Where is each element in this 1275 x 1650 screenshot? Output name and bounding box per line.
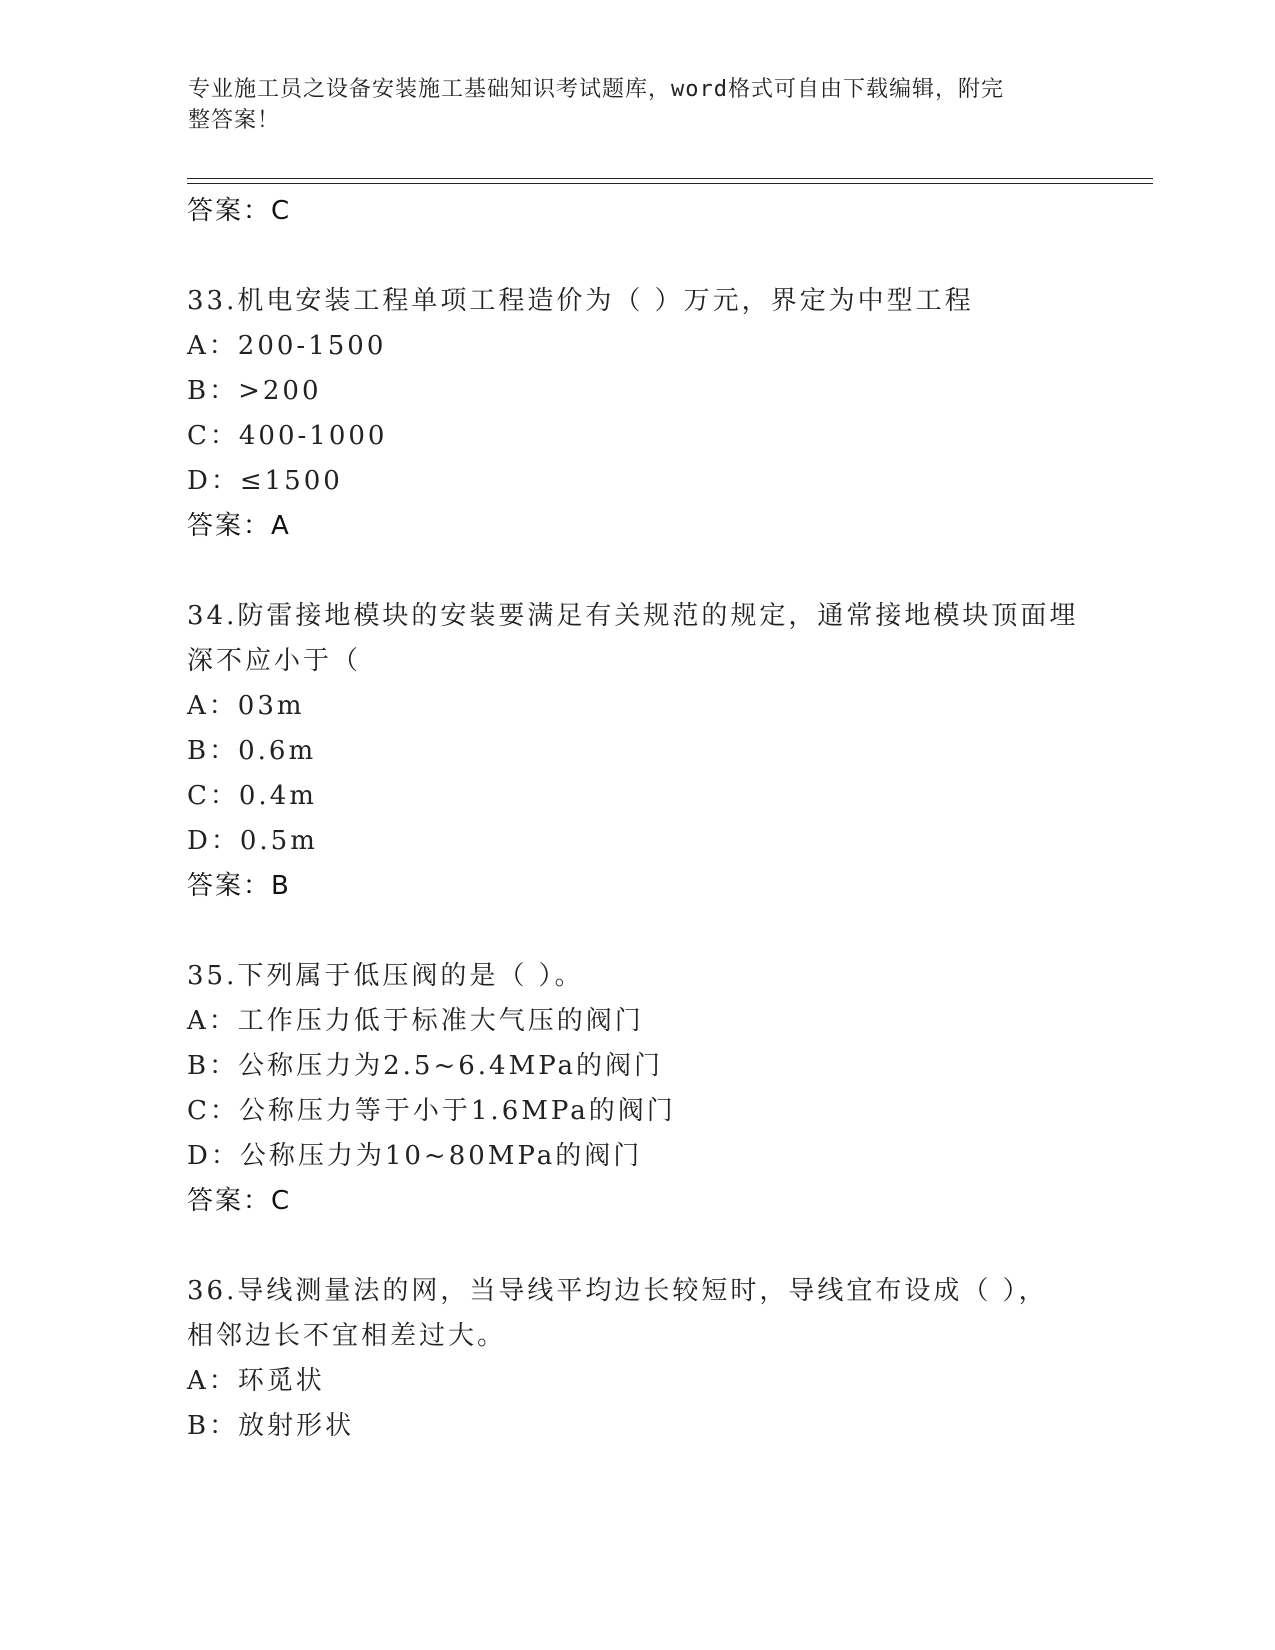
question-33-option-b: B：>200 — [187, 376, 322, 406]
question-34-stem-line-1: 34.防雷接地模块的安装要满足有关规范的规定，通常接地模块顶面埋 — [187, 601, 1079, 631]
question-33-answer: 答案：A — [187, 511, 291, 541]
question-35-option-c: C：公称压力等于小于1.6MPa的阀门 — [187, 1096, 676, 1126]
question-33-option-a: A：200-1500 — [187, 331, 387, 361]
previous-answer: 答案：C — [187, 196, 292, 226]
question-33-stem: 33.机电安装工程单项工程造价为（ ）万元，界定为中型工程 — [187, 286, 974, 316]
question-33-option-c: C：400-1000 — [187, 421, 388, 451]
question-34-answer: 答案：B — [187, 871, 291, 901]
question-36-option-a: A：环觅状 — [187, 1366, 325, 1396]
header-line-1: 专业施工员之设备安装施工基础知识考试题库，word格式可自由下载编辑，附完 — [188, 77, 1004, 102]
question-34-option-a: A：03m — [187, 691, 305, 721]
question-35-stem: 35.下列属于低压阀的是（ ）。 — [187, 961, 584, 991]
question-35-answer: 答案：C — [187, 1186, 292, 1216]
question-34-option-c: C：0.4m — [187, 781, 317, 811]
question-36-stem-line-1: 36.导线测量法的网，当导线平均边长较短时，导线宜布设成（ ）， — [187, 1276, 1048, 1306]
question-35-option-d: D：公称压力为10~80MPa的阀门 — [187, 1141, 643, 1171]
question-34-option-d: D：0.5m — [187, 826, 318, 856]
document-header — [188, 74, 1068, 136]
header-divider-top — [187, 178, 1153, 179]
question-34-option-b: B：0.6m — [187, 736, 317, 766]
question-36-stem-line-2: 相邻边长不宜相差过大。 — [187, 1321, 507, 1351]
header-line-2: 整答案！ — [188, 108, 281, 133]
question-36-option-b: B：放射形状 — [187, 1411, 355, 1441]
question-34-stem-line-2: 深不应小于（ — [187, 646, 362, 676]
header-divider-bottom — [187, 183, 1153, 184]
question-33-option-d: D：≤1500 — [187, 466, 343, 496]
question-35-option-a: A：工作压力低于标准大气压的阀门 — [187, 1006, 644, 1036]
question-35-option-b: B：公称压力为2.5~6.4MPa的阀门 — [187, 1051, 664, 1081]
